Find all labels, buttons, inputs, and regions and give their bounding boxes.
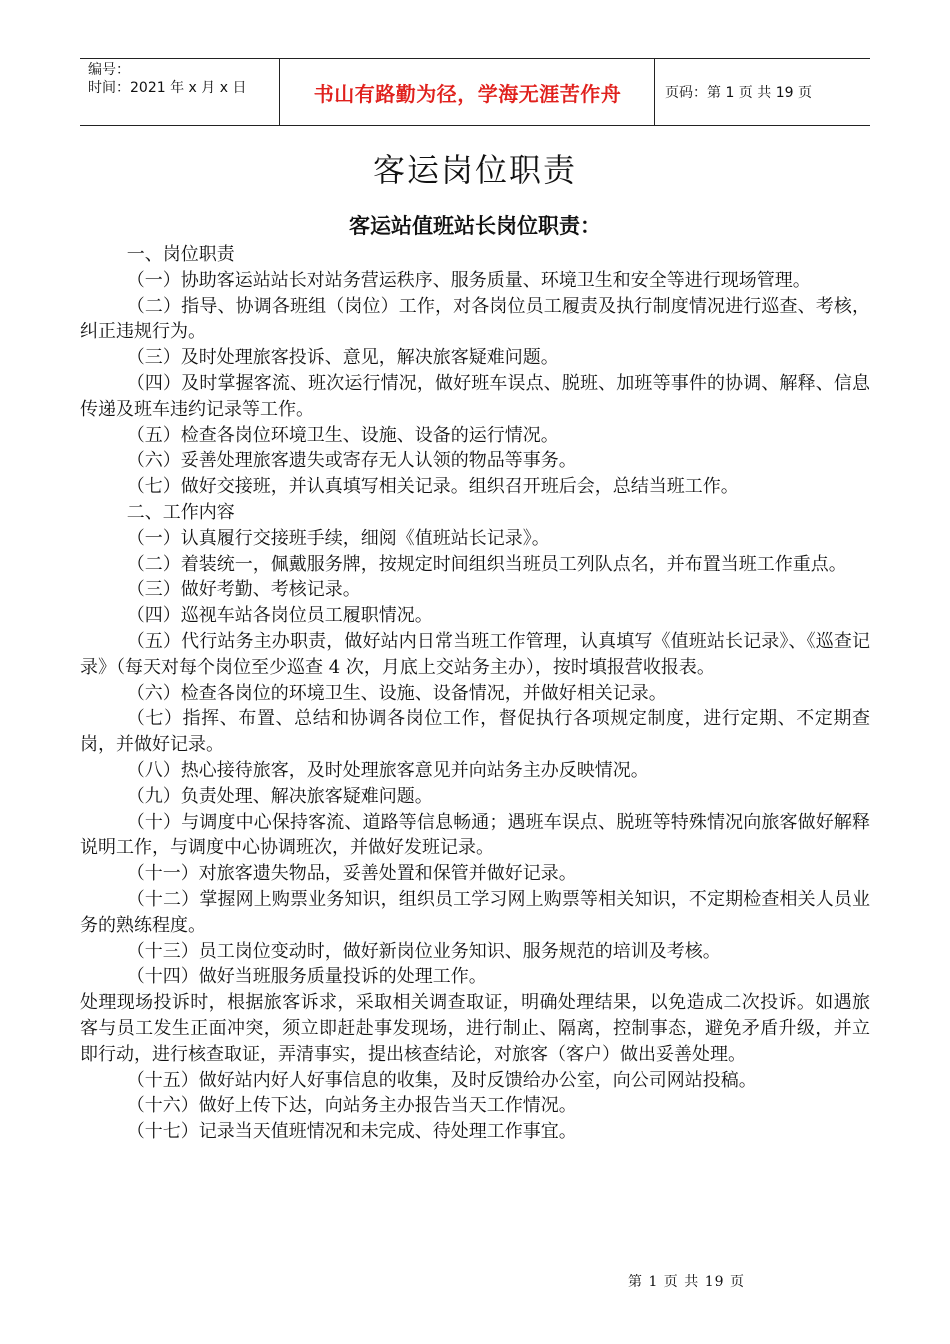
paragraph: （一）认真履行交接班手续，细阅《值班站长记录》。: [126, 527, 550, 549]
paragraph: （五）检查各岗位环境卫生、设施、设备的运行情况。: [126, 424, 559, 446]
paragraph: （二）指导、协调各班组（岗位）工作，对各岗位员工履责及执行制度情况进行巡查、考核，纠正违规行为。: [80, 295, 870, 343]
time-label: 时间：2021 年 x 月 x 日: [88, 80, 247, 96]
footer-page-number: 第 1 页 共 19 页: [628, 1274, 745, 1290]
document-title: 客运岗位职责: [372, 151, 577, 189]
paragraph: （一）协助客运站站长对站务营运秩序、服务质量、环境卫生和安全等进行现场管理。: [126, 269, 811, 291]
paragraph: （九）负责处理、解决旅客疑难问题。: [126, 785, 433, 807]
paragraph: （五）代行站务主办职责，做好站内日常当班工作管理，认真填写《值班站长记录》、《巡查记录》（每天对每个岗位至少巡查 4 次，月底上交站务主办），按时填报营收报表。: [80, 630, 870, 678]
paragraph: （四）及时掌握客流、班次运行情况，做好班车误点、脱班、加班等事件的协调、解释、信息传递及班车违约记录等工作。: [80, 372, 870, 420]
paragraph: （六）妥善处理旅客遗失或寄存无人认领的物品等事务。: [126, 450, 577, 472]
page-info-text: 页码：第 1 页 共 19 页: [665, 85, 812, 101]
header-meta: [80, 59, 280, 125]
paragraph: （十二）掌握网上购票业务知识，组织员工学习网上购票等相关知识，不定期检查相关人员业务的熟练程度。: [80, 888, 870, 936]
page-header: [80, 58, 870, 126]
paragraph: （六）检查各岗位的环境卫生、设施、设备情况，并做好相关记录。: [126, 682, 667, 704]
paragraph: （四）巡视车站各岗位员工履职情况。: [126, 605, 433, 627]
section-heading: 一、岗位职责: [126, 244, 235, 265]
paragraph: （十七）记录当天值班情况和未完成、待处理工作事宜。: [126, 1121, 577, 1143]
section-heading: 二、工作内容: [126, 501, 235, 523]
paragraph: （七）做好交接班，并认真填写相关记录。组织召开班后会，总结当班工作。: [126, 476, 739, 498]
header-motto-cell: [281, 59, 655, 125]
number-label: 编号：: [88, 62, 130, 78]
paragraph: （十六）做好上传下达，向站务主办报告当天工作情况。: [126, 1095, 577, 1117]
paragraph: （七）指挥、布置、总结和协调各岗位工作，督促执行各项规定制度，进行定期、不定期查岗，并做好记录。: [80, 708, 870, 756]
document-body: [80, 242, 870, 1145]
document-subtitle: 客运站值班站长岗位职责：: [349, 214, 601, 238]
paragraph: （十五）做好站内好人好事信息的收集，及时反馈给办公室，向公司网站投稿。: [126, 1069, 757, 1091]
paragraph: （三）做好考勤、考核记录。: [126, 579, 361, 601]
paragraph: （十）与调度中心保持客流、道路等信息畅通；遇班车误点、脱班等特殊情况向旅客做好解释说明工作，与调度中心协调班次，并做好发班记录。: [80, 811, 870, 859]
motto-text: 书山有路勤为径，学海无涯苦作舟: [313, 81, 622, 106]
paragraph: （三）及时处理旅客投诉、意见，解决旅客疑难问题。: [126, 347, 559, 369]
paragraph: （十四）做好当班服务质量投诉的处理工作。: [126, 966, 487, 988]
page-footer: [626, 1271, 747, 1291]
paragraph: （二）着装统一，佩戴服务牌，按规定时间组织当班员工列队点名，并布置当班工作重点。: [126, 553, 847, 575]
paragraph: （十三）员工岗位变动时，做好新岗位业务知识、服务规范的培训及考核。: [126, 940, 721, 962]
paragraph: 处理现场投诉时，根据旅客诉求，采取相关调查取证，明确处理结果，以免造成二次投诉。如遇旅客与员工发生正面冲突，须立即赶赴事发现场，进行制止、隔离，控制事态，避免矛盾升级，并立即行动，进行核查取证，弄清事实，提出核查结论，对旅客（客户）做出妥善处理。: [80, 992, 870, 1065]
header-page-info: [655, 59, 870, 125]
paragraph: （八）热心接待旅客，及时处理旅客意见并向站务主办反映情况。: [126, 759, 649, 781]
paragraph: （十一）对旅客遗失物品，妥善处置和保管并做好记录。: [126, 863, 577, 885]
